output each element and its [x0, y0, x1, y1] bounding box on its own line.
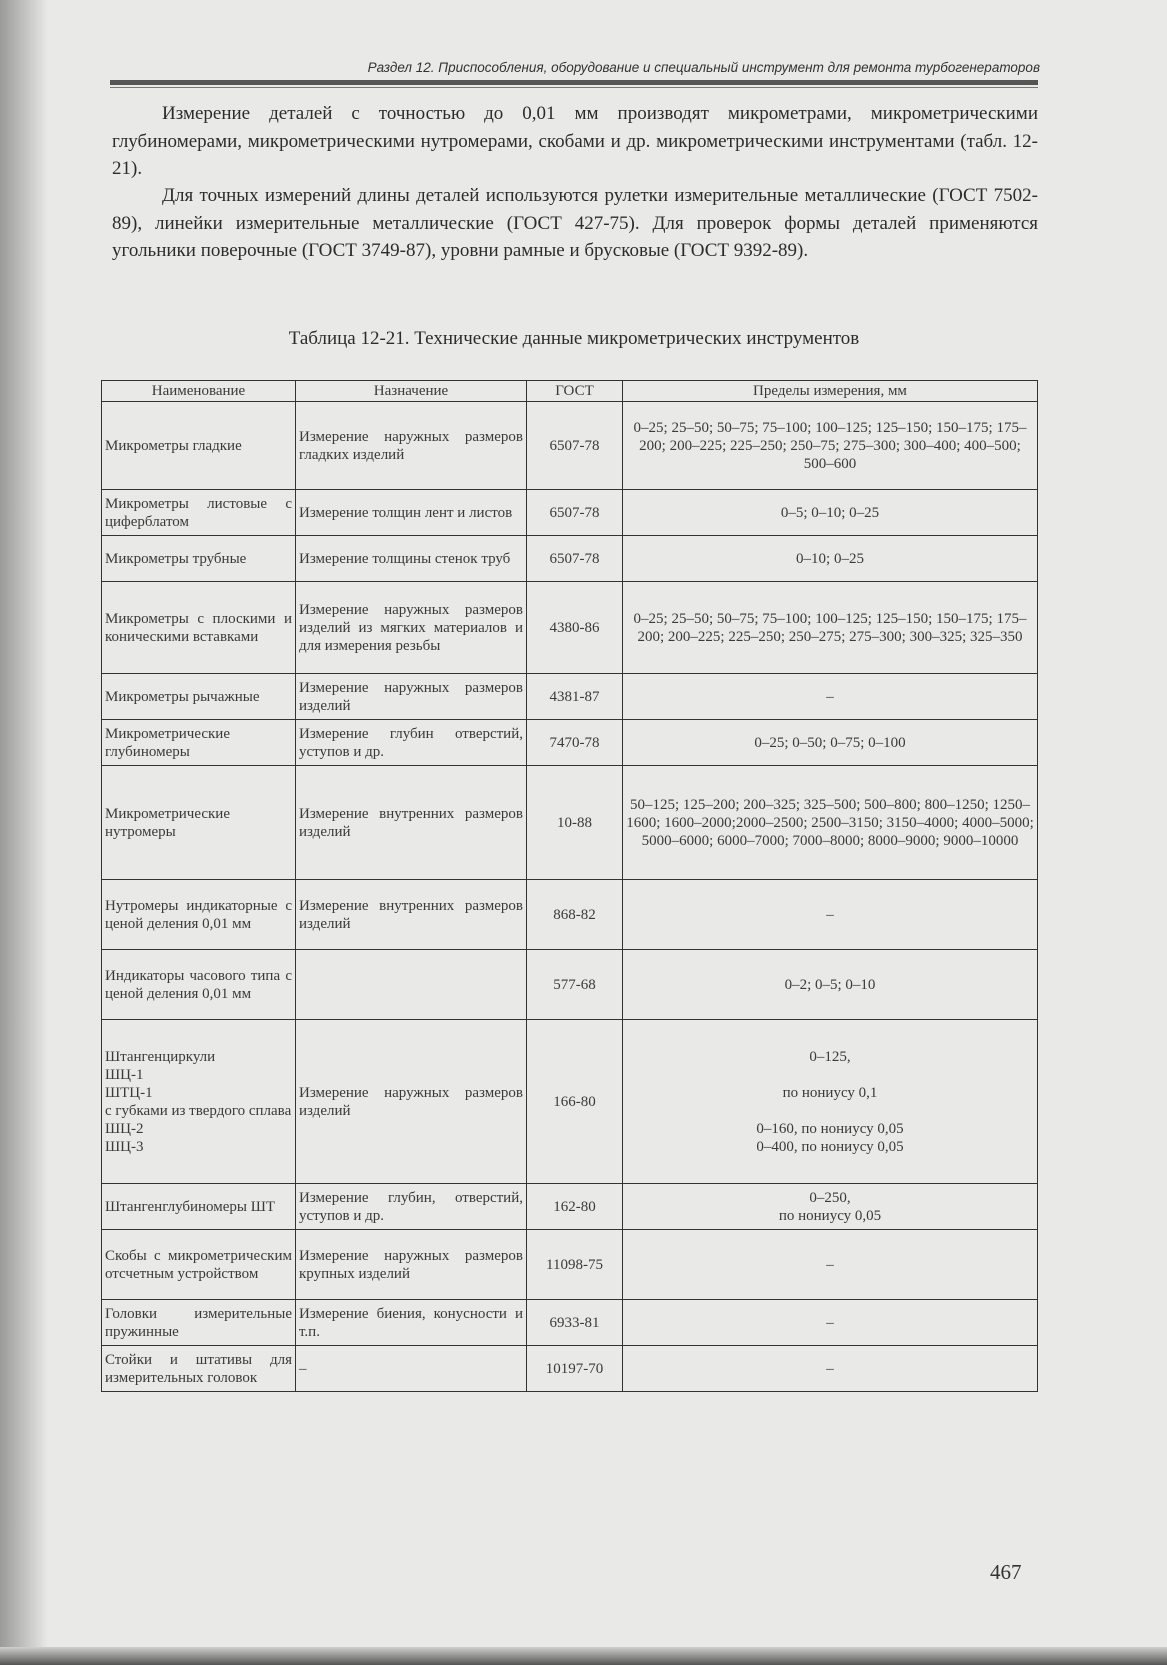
- cell-gost: 10197-70: [527, 1346, 623, 1392]
- cell-gost: 162-80: [527, 1184, 623, 1230]
- cell-range: 0–5; 0–10; 0–25: [623, 490, 1038, 536]
- table-row: [102, 880, 1038, 950]
- running-head: Раздел 12. Приспособления, оборудование и специальный инструмент для ремонта турбогенераторов: [367, 60, 1040, 75]
- cell-purpose: [296, 950, 527, 1020]
- table-row: [102, 1300, 1038, 1346]
- paragraph-1: Измерение деталей с точностью до 0,01 мм производят микрометрами, микрометрическими глубиномерами, микрометрическими нутромерами, скобами и др. микрометрическими инструментами (табл. 12-21).: [112, 103, 1038, 179]
- paragraph-2: Для точных измерений длины деталей используются рулетки измерительные металлические (ГОСТ 7502-89), линейки измерительные металлические (ГОСТ 427-75). Для проверок формы деталей применяются угольники поверочные (ГОСТ 3749-87), уровни рамные и брусковые (ГОСТ 9392-89).: [112, 185, 1038, 261]
- cell-gost: 6507-78: [527, 402, 623, 490]
- header-name: Наименование: [102, 381, 296, 402]
- cell-name: Стойки и штативы для измерительных головок: [102, 1346, 296, 1392]
- cell-gost: 4381-87: [527, 674, 623, 720]
- cell-gost: 868-82: [527, 880, 623, 950]
- table-row: [102, 674, 1038, 720]
- cell-range: –: [623, 1300, 1038, 1346]
- cell-purpose: Измерение биения, конусности и т.п.: [296, 1300, 527, 1346]
- cell-gost: 6507-78: [527, 490, 623, 536]
- cell-range: 0–25; 25–50; 50–75; 75–100; 100–125; 125–150; 150–175; 175–200; 200–225; 225–250; 250–75; 275–300; 300–400; 400–500; 500–600: [623, 402, 1038, 490]
- cell-purpose: Измерение толщины стенок труб: [296, 536, 527, 582]
- cell-range: 0–125, по нониусу 0,1 0–160, по нониусу 0,05 0–400, по нониусу 0,05: [623, 1020, 1038, 1184]
- table-row: [102, 950, 1038, 1020]
- cell-gost: 10-88: [527, 766, 623, 880]
- cell-range: 0–2; 0–5; 0–10: [623, 950, 1038, 1020]
- cell-purpose: Измерение глубин, отверстий, уступов и др.: [296, 1184, 527, 1230]
- cell-gost: 4380-86: [527, 582, 623, 674]
- table-row: [102, 490, 1038, 536]
- cell-name: Микрометрические глубиномеры: [102, 720, 296, 766]
- header-range: Пределы измерения, мм: [623, 381, 1038, 402]
- table-title: Таблица 12-21. Технические данные микрометрических инструментов: [288, 328, 860, 349]
- cell-name: Микрометры с плоскими и коническими вставками: [102, 582, 296, 674]
- cell-name: Микрометры рычажные: [102, 674, 296, 720]
- cell-range: 0–25; 25–50; 50–75; 75–100; 100–125; 125–150; 150–175; 175–200; 200–225; 225–250; 250–275; 275–300; 300–325; 325–350: [623, 582, 1038, 674]
- cell-name: Индикаторы часового типа с ценой деления 0,01 мм: [102, 950, 296, 1020]
- cell-purpose: Измерение внутренних размеров изделий: [296, 880, 527, 950]
- cell-gost: 166-80: [527, 1020, 623, 1184]
- cell-range: 50–125; 125–200; 200–325; 325–500; 500–800; 800–1250; 1250–1600; 1600–2000;2000–2500; 2500–3150; 3150–4000; 4000–5000; 5000–6000; 6000–7000; 7000–8000; 8000–9000; 9000–10000: [623, 766, 1038, 880]
- cell-name: Микрометры гладкие: [102, 402, 296, 490]
- table-row: [102, 1230, 1038, 1300]
- cell-purpose: Измерение наружных размеров изделий из мягких материалов и для измерения резьбы: [296, 582, 527, 674]
- header-rule-thin: [110, 87, 1038, 88]
- cell-name: Микрометрические нутромеры: [102, 766, 296, 880]
- cell-gost: 7470-78: [527, 720, 623, 766]
- table-row: [102, 766, 1038, 880]
- header-purpose: Назначение: [296, 381, 527, 402]
- cell-purpose: –: [296, 1346, 527, 1392]
- cell-name: Штангенциркули ШЦ-1 ШТЦ-1 с губками из твердого сплава ШЦ-2 ШЦ-3: [102, 1020, 296, 1184]
- table-row: [102, 1184, 1038, 1230]
- cell-range: –: [623, 1230, 1038, 1300]
- cell-name: Микрометры листовые с циферблатом: [102, 490, 296, 536]
- cell-range: 0–250, по нониусу 0,05: [623, 1184, 1038, 1230]
- cell-purpose: Измерение внутренних размеров изделий: [296, 766, 527, 880]
- table-row: [102, 1346, 1038, 1392]
- table-row: [102, 582, 1038, 674]
- cell-gost: 6933-81: [527, 1300, 623, 1346]
- table-row: [102, 720, 1038, 766]
- cell-purpose: Измерение толщин лент и листов: [296, 490, 527, 536]
- cell-purpose: Измерение наружных размеров изделий: [296, 1020, 527, 1184]
- instruments-table: [101, 380, 1038, 1392]
- cell-name: Скобы с микрометрическим отсчетным устройством: [102, 1230, 296, 1300]
- cell-purpose: Измерение глубин отверстий, уступов и др.: [296, 720, 527, 766]
- scan-bottom-edge: [0, 1647, 1167, 1665]
- cell-gost: 11098-75: [527, 1230, 623, 1300]
- header-gost: ГОСТ: [527, 381, 623, 402]
- table-header-row: [102, 381, 1038, 402]
- binding-gutter: [0, 0, 48, 1665]
- cell-name: Головки измерительные пружинные: [102, 1300, 296, 1346]
- cell-range: 0–25; 0–50; 0–75; 0–100: [623, 720, 1038, 766]
- cell-gost: 577-68: [527, 950, 623, 1020]
- table-row: [102, 402, 1038, 490]
- cell-purpose: Измерение наружных размеров изделий: [296, 674, 527, 720]
- cell-purpose: Измерение наружных размеров крупных изделий: [296, 1230, 527, 1300]
- table-row: [102, 536, 1038, 582]
- cell-gost: 6507-78: [527, 536, 623, 582]
- cell-name: Микрометры трубные: [102, 536, 296, 582]
- cell-range: –: [623, 1346, 1038, 1392]
- cell-name: Нутромеры индикаторные с ценой деления 0,01 мм: [102, 880, 296, 950]
- cell-name: Штангенглубиномеры ШТ: [102, 1184, 296, 1230]
- cell-purpose: Измерение наружных размеров гладких изделий: [296, 402, 527, 490]
- cell-range: –: [623, 674, 1038, 720]
- cell-range: 0–10; 0–25: [623, 536, 1038, 582]
- header-rule: [110, 80, 1038, 85]
- page-number: 467: [990, 1560, 1022, 1584]
- table-row: [102, 1020, 1038, 1184]
- cell-range: –: [623, 880, 1038, 950]
